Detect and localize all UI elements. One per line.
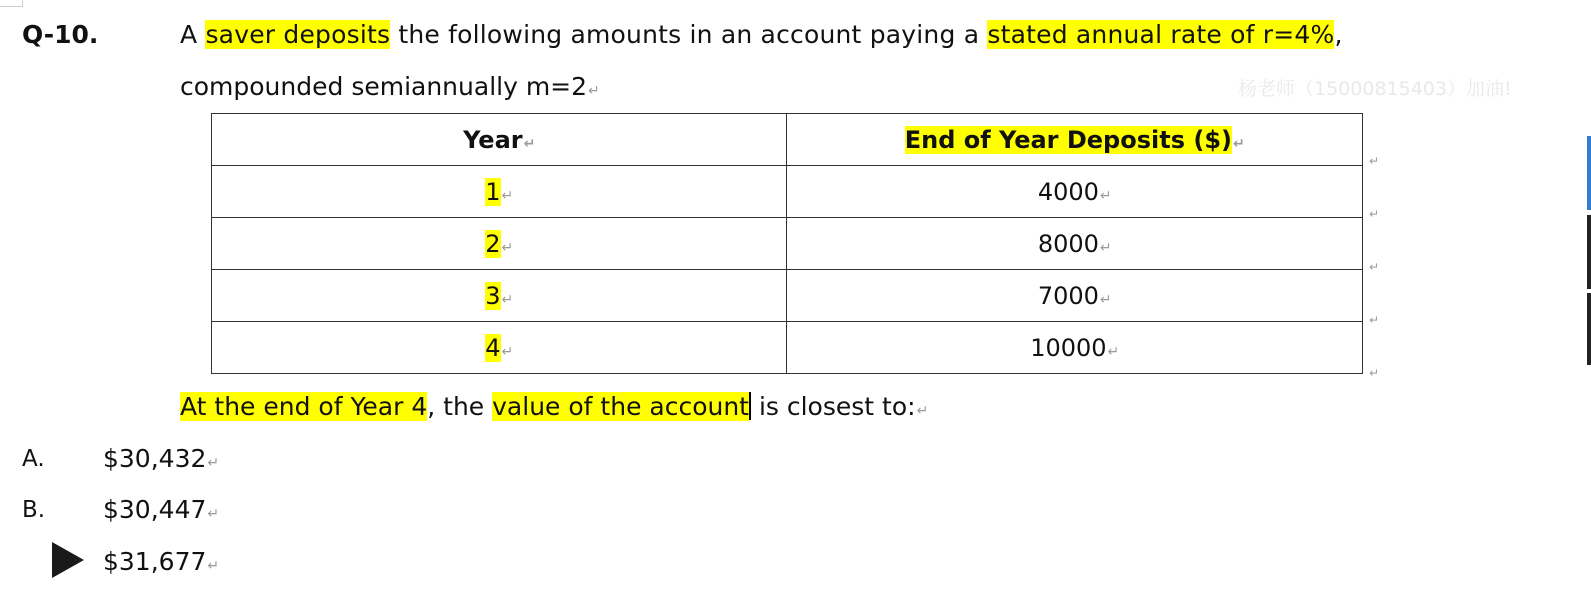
paragraph-mark-icon: ↵ [501,239,514,256]
paragraph-mark-icon: ↵ [1099,239,1112,256]
highlight-stated-rate: stated annual rate of r=4% [987,20,1335,49]
question-number: Q-10. [22,20,99,49]
question-line-2-text: compounded semiannually m=2 [180,72,588,101]
edge-tab-dark[interactable] [1587,293,1591,365]
paragraph-mark-icon: ↵ [1107,343,1120,360]
paragraph-mark-icon: ↵ [1099,187,1112,204]
paragraph-mark-icon: ↵ [501,343,514,360]
paragraph-mark-icon: ↵ [501,291,514,308]
paragraph-mark-icon: ↵ [1099,291,1112,308]
table-row [212,218,1363,270]
paragraph-mark-icon: ↵ [207,558,220,574]
header-year: Year↵ [212,114,787,166]
row-end-mark-icon: ↵ [1369,260,1380,274]
edge-tab-dark[interactable] [1587,215,1591,289]
question-text-pre: A [180,20,206,49]
question-text-post: , [1334,20,1343,49]
cell-deposit: 10000↵ [787,322,1363,374]
question-prompt [180,392,928,421]
paragraph-mark-icon: ↵ [916,403,929,419]
cell-deposit: 8000↵ [787,218,1363,270]
cell-year: 1↵ [212,166,787,218]
option-a[interactable]: $30,432↵ [103,444,220,473]
row-end-mark-icon: ↵ [1369,154,1380,168]
highlight-account-value: value of the account [492,392,749,421]
highlight-end-of-year: At the end of Year 4 [180,392,428,421]
row-end-mark-icon: ↵ [1369,207,1380,221]
cell-deposit: 4000↵ [787,166,1363,218]
option-c[interactable]: $31,677↵ [103,547,220,576]
header-deposits: End of Year Deposits ($)↵ [787,114,1363,166]
watermark: 杨老师（15000815403）加油! [1238,78,1512,100]
table-row [212,270,1363,322]
paragraph-mark-icon: ↵ [588,83,600,99]
question-line-1 [180,20,1343,49]
cell-year: 2↵ [212,218,787,270]
row-end-mark-icon: ↵ [1369,313,1380,327]
paragraph-mark-icon: ↵ [523,135,536,152]
paragraph-mark-icon: ↵ [207,506,220,522]
cell-deposit: 7000↵ [787,270,1363,322]
table-header-row [212,114,1363,166]
cell-year: 4↵ [212,322,787,374]
option-b[interactable]: $30,447↵ [103,495,220,524]
question-line-2 [180,72,600,101]
edge-tab-blue[interactable] [1587,136,1591,210]
prompt-text-mid: , the [427,392,493,421]
table-row [212,322,1363,374]
table-row [212,166,1363,218]
cell-year: 3↵ [212,270,787,322]
paragraph-mark-icon: ↵ [501,187,514,204]
play-icon[interactable] [52,542,84,578]
prompt-text-post: is closest to: [751,392,916,421]
option-a-letter: A. [22,446,45,472]
paragraph-mark-icon: ↵ [207,455,220,471]
question-text-mid: the following amounts in an account paying a [390,20,988,49]
paragraph-mark-icon: ↵ [1233,135,1245,152]
highlight-saver-deposits: saver deposits [205,20,391,49]
page-corner-mark [0,0,23,7]
option-b-letter: B. [22,497,46,523]
row-end-mark-icon: ↵ [1369,366,1380,380]
deposits-table [211,113,1363,374]
